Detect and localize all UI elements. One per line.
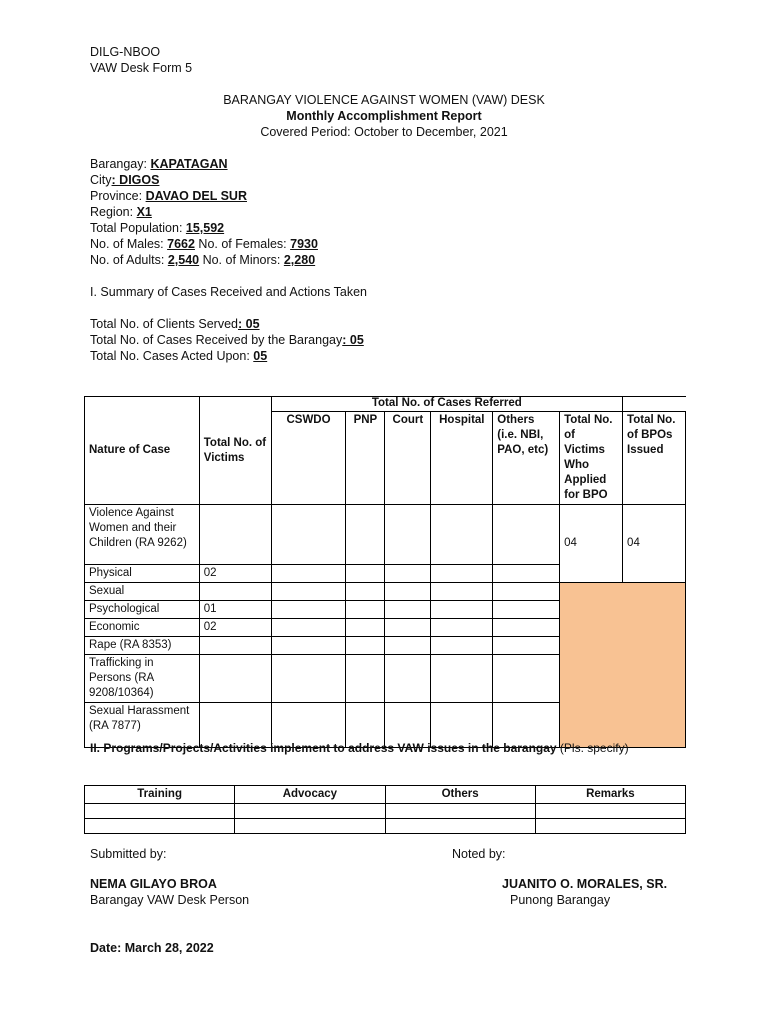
case-nature: Psychological: [85, 601, 200, 619]
case-cell: [346, 601, 385, 619]
case-cell: [385, 583, 431, 601]
case-nature: Sexual: [85, 583, 200, 601]
males-value: 7662: [167, 237, 195, 251]
case-cell: [346, 505, 385, 565]
province-value: DAVAO DEL SUR: [145, 189, 247, 203]
header-victims: Total No. of Victims: [199, 397, 271, 505]
header-bpos-issued: Total No. of BPOs Issued: [623, 412, 686, 505]
header-pnp: PNP: [346, 412, 385, 505]
header-applied-bpo: Total No. of Victims Who Applied for BPO: [560, 412, 623, 505]
clients-label: Total No. of Clients Served: [90, 317, 238, 331]
barangay-label: Barangay:: [90, 157, 151, 171]
noted-by-label: Noted by:: [452, 847, 506, 861]
region-line: [90, 204, 152, 220]
case-cell: [431, 583, 493, 601]
case-victims: [199, 583, 271, 601]
case-cell: [385, 619, 431, 637]
age-line: [90, 252, 315, 268]
city-line: [90, 172, 159, 188]
city-label: City: [90, 173, 112, 187]
covered-period: Covered Period: October to December, 2021: [260, 125, 508, 139]
col-others: Others: [385, 786, 535, 804]
population-label: Total Population:: [90, 221, 186, 235]
header-court: Court: [385, 412, 431, 505]
case-nature: Physical: [85, 565, 200, 583]
acted-line: [90, 348, 267, 364]
case-cell: [493, 565, 560, 583]
received-line: [90, 332, 364, 348]
programs-table: [84, 785, 686, 834]
case-cell: [271, 505, 346, 565]
case-cell: [493, 637, 560, 655]
region-label: Region:: [90, 205, 137, 219]
case-victims: 02: [199, 565, 271, 583]
case-cell: [431, 565, 493, 583]
report-title: BARANGAY VIOLENCE AGAINST WOMEN (VAW) DESK: [223, 93, 545, 107]
case-cell: [431, 601, 493, 619]
case-cell: [271, 637, 346, 655]
section2-heading: II. Programs/Projects/Activities implement to address VAW issues in the barangay: [90, 741, 557, 755]
case-cell: [431, 655, 493, 703]
case-cell: [385, 637, 431, 655]
col-training: Training: [85, 786, 235, 804]
cases-table: [84, 396, 686, 748]
shaded-area: [560, 583, 686, 748]
city-value: : DIGOS: [111, 173, 160, 187]
received-value: : 05: [342, 333, 364, 347]
barangay-value: KAPATAGAN: [150, 157, 228, 171]
minors-label: No. of Minors:: [199, 253, 284, 267]
program-cell: [85, 804, 235, 819]
case-cell: [431, 505, 493, 565]
report-subtitle: Monthly Accomplishment Report: [286, 109, 482, 123]
case-cell: [493, 583, 560, 601]
case-cell: [493, 505, 560, 565]
section2-heading-line: [90, 740, 629, 756]
case-cell: [431, 637, 493, 655]
case-cell: [385, 505, 431, 565]
program-cell: [535, 819, 685, 834]
population-line: [90, 220, 224, 236]
case-cell: [493, 619, 560, 637]
noter-name: JUANITO O. MORALES, SR.: [502, 877, 668, 891]
header-spacer: [623, 397, 686, 412]
received-label: Total No. of Cases Received by the Barangay: [90, 333, 343, 347]
submitter-name: NEMA GILAYO BROA: [90, 877, 217, 891]
case-cell: [385, 565, 431, 583]
case-cell: [385, 601, 431, 619]
females-label: No. of Females:: [198, 237, 291, 251]
case-cell: [346, 637, 385, 655]
region-value: X1: [136, 205, 152, 219]
bpos-issued-value: 04: [623, 505, 686, 583]
section1-heading: I. Summary of Cases Received and Actions Taken: [90, 285, 367, 299]
clients-value: : 05: [238, 317, 260, 331]
case-cell: [385, 655, 431, 703]
header-nature: Nature of Case: [85, 397, 200, 505]
case-victims: 01: [199, 601, 271, 619]
form-number: VAW Desk Form 5: [90, 61, 193, 75]
applied-bpo-value: 04: [560, 505, 623, 583]
org-code: DILG-NBOO: [90, 45, 161, 59]
submitted-by-label: Submitted by:: [90, 847, 167, 861]
case-cell: [493, 655, 560, 703]
population-value: 15,592: [185, 221, 225, 235]
case-nature: Rape (RA 8353): [85, 637, 200, 655]
case-nature: Violence Against Women and their Children (RA 9262): [85, 505, 200, 565]
adults-label: No. of Adults:: [90, 253, 168, 267]
barangay-line: [90, 156, 228, 172]
program-cell: [385, 819, 535, 834]
header-hospital: Hospital: [431, 412, 493, 505]
province-line: [90, 188, 247, 204]
case-victims: [199, 655, 271, 703]
case-cell: [271, 583, 346, 601]
header-referred: Total No. of Cases Referred: [271, 397, 622, 412]
noter-title: Punong Barangay: [510, 893, 611, 907]
minors-value: 2,280: [283, 253, 316, 267]
case-cell: [271, 619, 346, 637]
adults-value: 2,540: [167, 253, 200, 267]
case-cell: [271, 655, 346, 703]
case-victims: [199, 505, 271, 565]
submitter-title: Barangay VAW Desk Person: [90, 893, 250, 907]
section2-note: (Pls. specify): [556, 741, 629, 755]
clients-line: [90, 316, 260, 332]
case-cell: [346, 619, 385, 637]
program-cell: [385, 804, 535, 819]
case-cell: [346, 655, 385, 703]
header-cswdo: CSWDO: [271, 412, 346, 505]
header-others: Others (i.e. NBI, PAO, etc): [493, 412, 560, 505]
case-victims: [199, 637, 271, 655]
report-date: Date: March 28, 2022: [90, 941, 214, 955]
case-cell: [271, 565, 346, 583]
acted-value: 05: [253, 349, 268, 363]
case-nature: Sexual Harassment (RA 7877): [85, 703, 200, 748]
col-advocacy: Advocacy: [235, 786, 385, 804]
case-victims: 02: [199, 619, 271, 637]
case-cell: [493, 601, 560, 619]
males-label: No. of Males:: [90, 237, 168, 251]
case-cell: [346, 583, 385, 601]
females-value: 7930: [290, 237, 318, 251]
program-cell: [85, 819, 235, 834]
program-cell: [535, 804, 685, 819]
case-nature: Trafficking in Persons (RA 9208/10364): [85, 655, 200, 703]
case-cell: [271, 601, 346, 619]
case-cell: [431, 619, 493, 637]
col-remarks: Remarks: [535, 786, 685, 804]
case-cell: [346, 565, 385, 583]
acted-label: Total No. Cases Acted Upon:: [90, 349, 254, 363]
sex-line: [90, 236, 318, 252]
province-label: Province:: [90, 189, 146, 203]
case-nature: Economic: [85, 619, 200, 637]
program-cell: [235, 804, 385, 819]
program-cell: [235, 819, 385, 834]
